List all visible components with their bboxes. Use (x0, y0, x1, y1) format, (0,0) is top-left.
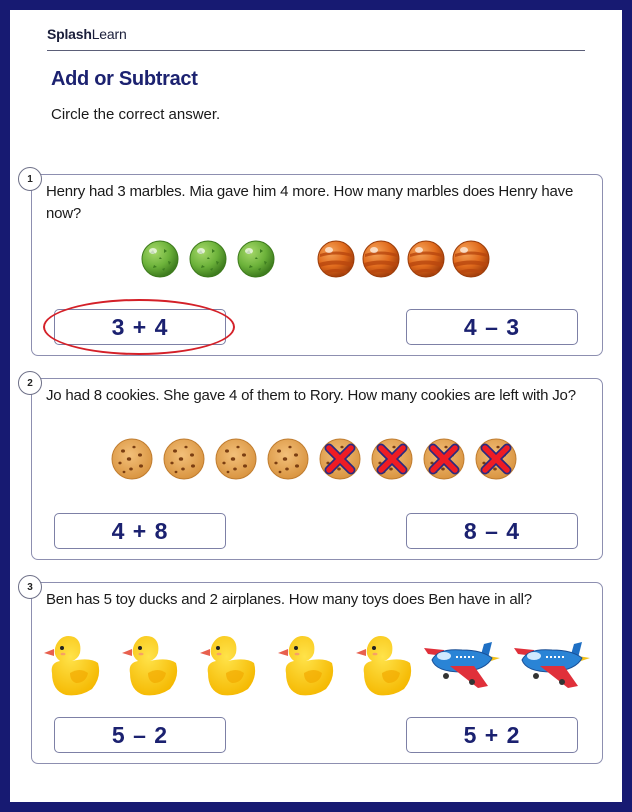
instruction-text: Circle the correct answer. (51, 106, 221, 123)
duck-icon (114, 629, 184, 699)
question-text: Ben has 5 toy ducks and 2 airplanes. How many toys does Ben have in all? (46, 591, 532, 608)
orange-marble-icon (361, 239, 401, 279)
page-title: Add or Subtract (51, 68, 198, 90)
green-marble-icon (188, 239, 228, 279)
question-number-badge: 1 (18, 167, 42, 191)
cookie-icon (266, 437, 310, 481)
duck-icon (270, 629, 340, 699)
question-card-2 (27, 377, 603, 560)
question-number-badge: 3 (18, 575, 42, 599)
question-text: Jo had 8 cookies. She gave 4 of them to Rory. How many cookies are left with Jo? (46, 387, 576, 404)
duck-icon (192, 629, 262, 699)
green-marble-icon (236, 239, 276, 279)
brand-logo: SplashLearn (47, 26, 127, 42)
header-divider (47, 50, 585, 51)
duck-icon (348, 629, 418, 699)
question-text: Henry had 3 marbles. Mia gave him 4 more. How many marbles does Henry have now? (46, 183, 574, 222)
orange-marble-icon (451, 239, 491, 279)
answer-option-left[interactable]: 4 + 8 (54, 513, 226, 549)
crossed-cookie-icon (318, 437, 362, 481)
crossed-cookie-icon (422, 437, 466, 481)
answer-option-left[interactable]: 3 + 4 (54, 309, 226, 345)
answer-option-right[interactable]: 5 + 2 (406, 717, 578, 753)
marble-pictures (140, 239, 491, 279)
orange-marble-icon (316, 239, 356, 279)
question-card-1 (27, 173, 603, 356)
worksheet-page (10, 10, 622, 802)
crossed-cookie-icon (370, 437, 414, 481)
toy-pictures (36, 629, 592, 699)
airplane-icon (512, 636, 592, 692)
cookie-icon (110, 437, 154, 481)
duck-icon (36, 629, 106, 699)
orange-marble-icon (406, 239, 446, 279)
crossed-cookie-icon (474, 437, 518, 481)
answer-option-right[interactable]: 8 – 4 (406, 513, 578, 549)
green-marble-icon (140, 239, 180, 279)
cookie-icon (162, 437, 206, 481)
cookie-icon (214, 437, 258, 481)
airplane-icon (422, 636, 502, 692)
cookie-pictures (110, 437, 518, 481)
question-card-3 (27, 581, 603, 764)
answer-option-right[interactable]: 4 – 3 (406, 309, 578, 345)
answer-option-left[interactable]: 5 – 2 (54, 717, 226, 753)
question-number-badge: 2 (18, 371, 42, 395)
